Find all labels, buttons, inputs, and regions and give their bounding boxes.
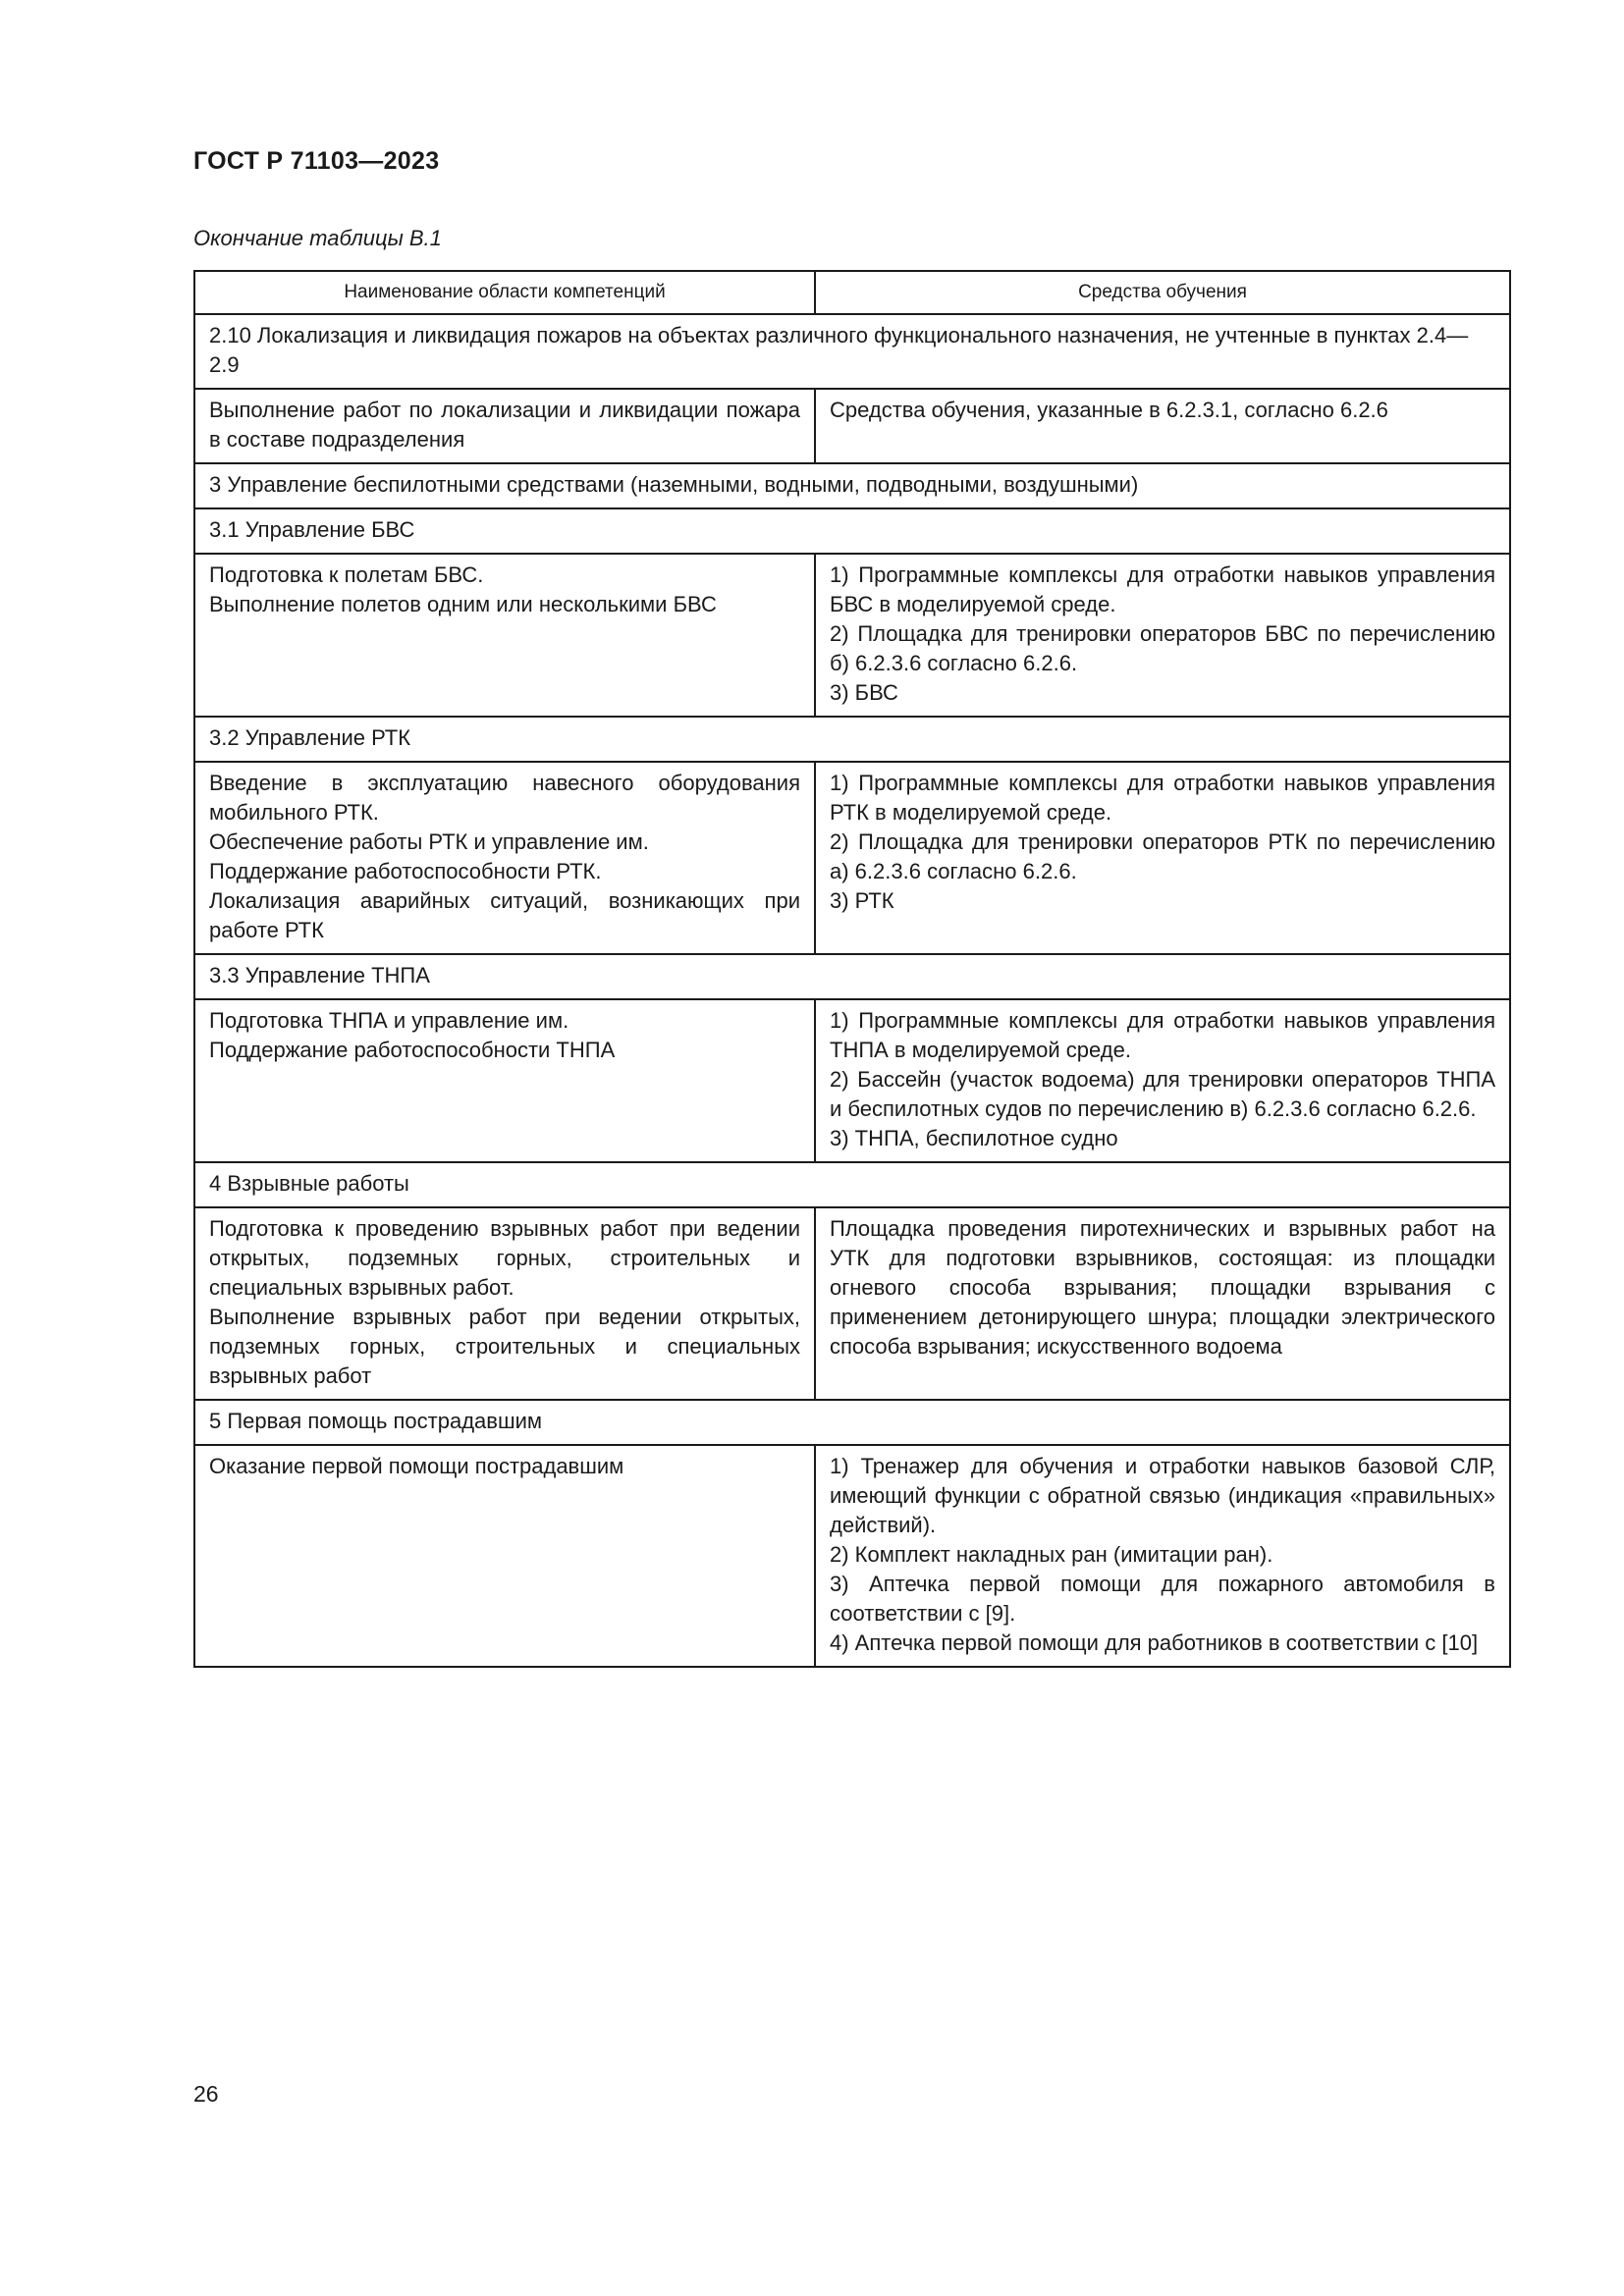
- cell-line: Подготовка к полетам БВС.: [209, 562, 484, 587]
- training-means-cell: [815, 389, 1510, 463]
- section-row: [194, 717, 1510, 762]
- page-number: 26: [193, 2081, 219, 2107]
- competency-cell: [194, 762, 815, 954]
- competency-cell: [194, 1445, 815, 1667]
- column-header-training-means: Средства обучения: [815, 271, 1510, 314]
- section-title: 4 Взрывные работы: [194, 1162, 1510, 1207]
- cell-line: Выполнение работ по локализации и ликвидации пожара в составе подразделения: [209, 398, 800, 452]
- section-row: [194, 463, 1510, 508]
- cell-line: 1) Программные комплексы для отработки навыков управления ТНПА в моделируемой среде.: [830, 1008, 1495, 1062]
- training-means-cell: [815, 554, 1510, 717]
- training-means-cell: [815, 762, 1510, 954]
- document-header: ГОСТ Р 71103—2023: [193, 147, 440, 175]
- competency-cell: [194, 554, 815, 717]
- table-row: [194, 762, 1510, 954]
- cell-line: Поддержание работоспособности РТК.: [209, 859, 602, 883]
- section-row: [194, 314, 1510, 389]
- cell-line: Выполнение полетов одним или несколькими БВС: [209, 592, 717, 616]
- cell-line: Средства обучения, указанные в 6.2.3.1, согласно 6.2.6: [830, 398, 1388, 422]
- section-title: 2.10 Локализация и ликвидация пожаров на объектах различного функционального назначения, не учтенные в пунктах 2.4—2.9: [194, 314, 1510, 389]
- table-caption: Окончание таблицы В.1: [193, 226, 442, 250]
- table-row: [194, 554, 1510, 717]
- cell-line: 1) Тренажер для обучения и отработки навыков базовой СЛР, имеющий функции с обратной связью (индикация «правильных» действий).: [830, 1454, 1495, 1537]
- cell-line: 2) Комплект накладных ран (имитации ран).: [830, 1542, 1273, 1567]
- section-row: [194, 508, 1510, 554]
- table-row: [194, 1207, 1510, 1400]
- cell-line: Площадка проведения пиротехнических и взрывных работ на УТК для подготовки взрывников, состоящая: из площадки огневого способа взрывания; площадки взрывания с применением детонирующего шнура; площадки электрического способа взрывания; искусственного водоема: [830, 1216, 1495, 1359]
- cell-line: 4) Аптечка первой помощи для работников в соответствии с [10]: [830, 1630, 1479, 1655]
- column-header-competency: Наименование области компетенций: [194, 271, 815, 314]
- cell-line: 3) РТК: [830, 888, 894, 913]
- cell-line: 3) Аптечка первой помощи для пожарного автомобиля в соответствии с [9].: [830, 1572, 1495, 1626]
- cell-line: 1) Программные комплексы для отработки навыков управления БВС в моделируемой среде.: [830, 562, 1495, 616]
- cell-line: Введение в эксплуатацию навесного оборудования мобильного РТК.: [209, 771, 800, 825]
- section-title: 3.3 Управление ТНПА: [194, 954, 1510, 999]
- cell-line: Локализация аварийных ситуаций, возникающих при работе РТК: [209, 888, 800, 942]
- competency-cell: [194, 999, 815, 1162]
- table-row: [194, 1445, 1510, 1667]
- training-means-cell: [815, 999, 1510, 1162]
- competency-cell: [194, 389, 815, 463]
- cell-line: 2) Площадка для тренировки операторов РТК по перечислению а) 6.2.3.6 согласно 6.2.6.: [830, 829, 1495, 883]
- table-body: [194, 314, 1510, 1667]
- cell-line: Подготовка к проведению взрывных работ при ведении открытых, подземных горных, строительных и специальных взрывных работ.: [209, 1216, 800, 1300]
- section-row: [194, 1400, 1510, 1445]
- table-row: [194, 389, 1510, 463]
- cell-line: 3) БВС: [830, 680, 898, 705]
- competency-table: [193, 270, 1511, 1668]
- cell-line: 2) Бассейн (участок водоема) для тренировки операторов ТНПА и беспилотных судов по перечислению в) 6.2.3.6 согласно 6.2.6.: [830, 1067, 1495, 1121]
- section-title: 5 Первая помощь пострадавшим: [194, 1400, 1510, 1445]
- section-title: 3.2 Управление РТК: [194, 717, 1510, 762]
- cell-line: 1) Программные комплексы для отработки навыков управления РТК в моделируемой среде.: [830, 771, 1495, 825]
- cell-line: Поддержание работоспособности ТНПА: [209, 1038, 616, 1062]
- section-row: [194, 1162, 1510, 1207]
- table-header-row: [194, 271, 1510, 314]
- table-row: [194, 999, 1510, 1162]
- cell-line: 3) ТНПА, беспилотное судно: [830, 1126, 1118, 1150]
- training-means-cell: [815, 1207, 1510, 1400]
- cell-line: Обеспечение работы РТК и управление им.: [209, 829, 649, 854]
- training-means-cell: [815, 1445, 1510, 1667]
- competency-cell: [194, 1207, 815, 1400]
- section-title: 3 Управление беспилотными средствами (наземными, водными, подводными, воздушными): [194, 463, 1510, 508]
- cell-line: Оказание первой помощи пострадавшим: [209, 1454, 624, 1478]
- cell-line: Выполнение взрывных работ при ведении открытых, подземных горных, строительных и специальных взрывных работ: [209, 1305, 800, 1388]
- cell-line: 2) Площадка для тренировки операторов БВС по перечислению б) 6.2.3.6 согласно 6.2.6.: [830, 621, 1495, 675]
- cell-line: Подготовка ТНПА и управление им.: [209, 1008, 569, 1033]
- section-row: [194, 954, 1510, 999]
- section-title: 3.1 Управление БВС: [194, 508, 1510, 554]
